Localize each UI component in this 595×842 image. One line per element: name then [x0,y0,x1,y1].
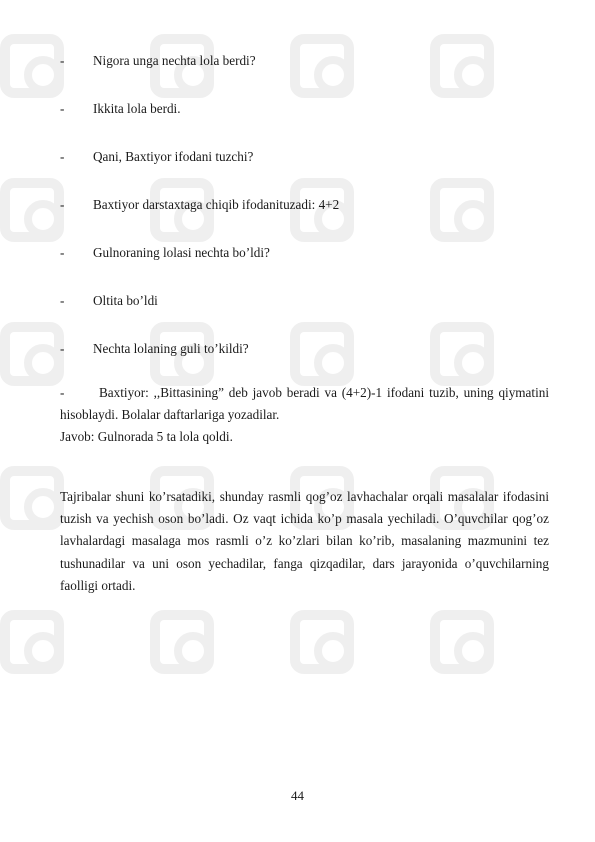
watermark-logo [0,466,64,530]
dash-marker: - [60,101,65,116]
dialogue-text: Qani, Baxtiyor ifodani tuzchi? [93,149,254,164]
watermark-logo [150,610,214,674]
page-number: 44 [291,788,304,803]
dialogue-line [60,149,549,167]
dialogue-text: Nigora unga nechta lola berdi? [93,53,256,68]
watermark-logo [0,34,64,98]
dialogue-line [60,101,549,119]
dialogue-text: Nechta lolaning guli to’kildi? [93,341,249,356]
answer-line: Javob: Gulnorada 5 ta lola qoldi. [60,429,233,444]
dialogue-line [60,197,549,215]
dialogue-line [60,245,549,263]
dialogue-text: Gulnoraning lolasi nechta bo’ldi? [93,245,270,260]
dialogue-line [60,293,549,311]
dash-marker: - [60,341,65,356]
watermark-logo [430,610,494,674]
dash-marker: - [60,245,65,260]
dialogue-paragraph [60,382,549,426]
dash-marker: - [60,53,65,68]
dash-marker: - [60,149,65,164]
dash-marker: - [60,197,65,212]
watermark-logo [0,178,64,242]
dialogue-text: Ikkita lola berdi. [93,101,181,116]
watermark-logo [0,322,64,386]
watermark-logo [290,610,354,674]
dialogue-text: Baxtiyor darstaxtaga chiqib ifodanituzadi: 4+2 [93,197,340,212]
dialogue-text: Baxtiyor: ,,Bittasining” deb javob beradi va (4+2)-1 ifodani tuzib, uning qiymatini hisoblaydi. Bolalar daftarlariga yozadilar. [60,385,549,423]
dash-marker: - [60,293,65,308]
dash-marker: - [60,385,65,400]
watermark-logo [0,610,64,674]
dialogue-line [60,341,549,359]
dialogue-line [60,53,549,71]
dialogue-text: Oltita bo’ldi [93,293,158,308]
conclusion-paragraph: Tajribalar shuni ko’rsatadiki, shunday rasmli qog’oz lavhachalar orqali masalalar ifodasini tuzish va yechish oson bo’ladi. Oz vaqt ichida ko’p masala yechiladi. O’quvchilar qog’oz lavhalardagi masalaga mos rasmli o’z ko’zlari bilan ko’rib, masalaning mazmunini tez tushunadilar va uni oson yechadilar, fanga qizqadilar, dars jarayonida o’quvchilarning faolligi ortadi. [60,489,549,593]
